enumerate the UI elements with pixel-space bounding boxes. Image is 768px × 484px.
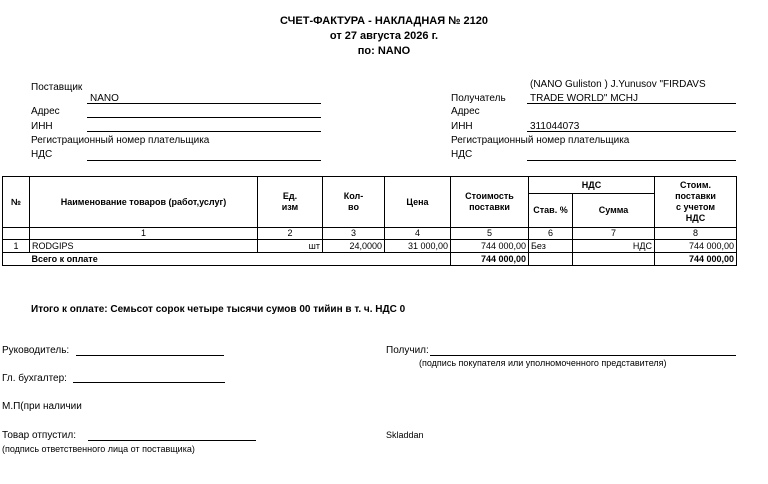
row-vat-rate: Без [529,240,573,253]
director-sign-line[interactable] [76,355,224,356]
recipient-inn-line [527,131,736,132]
supplier-address-line [87,117,321,118]
col-number: 2 [258,228,323,240]
received-label: Получил: [386,345,429,356]
col-number: 6 [529,228,573,240]
recipient-address-label: Адрес [451,106,480,117]
row-cost: 744 000,00 [451,240,529,253]
total-row [3,253,737,266]
total-label: Всего к оплате [30,253,451,266]
row-vat-sum: НДС [573,240,655,253]
recipient-label: Получатель [451,93,506,104]
col-number: 4 [385,228,451,240]
supplier-name-line [87,103,321,104]
row-unit: шт [258,240,323,253]
supplier-inn-label: ИНН [31,121,53,132]
accountant-sign-line[interactable] [73,382,225,383]
received-sign-line[interactable] [430,355,736,356]
recipient-inn: 311044073 [530,121,580,132]
stamp-label: М.П(при наличии [2,401,82,412]
col-header-total: Стоим. поставки с учетом НДС [655,177,737,228]
total-cost: 744 000,00 [451,253,529,266]
items-table [2,176,737,266]
recipient-name-line1: (NANO Guliston ) J.Yunusov "FIRDAVS [530,79,706,90]
col-header-num: № [3,177,30,228]
row-qty: 24,0000 [323,240,385,253]
recipient-vat-line [527,160,736,161]
received-note: (подпись покупателя или уполномоченного представителя) [419,358,667,368]
col-header-unit: Ед. изм [258,177,323,228]
recipient-vat-label: НДС [451,149,473,160]
supplier-reg-label: Регистрационный номер плательщика [31,135,210,146]
released-sign-line[interactable] [88,440,256,441]
director-label: Руководитель: [2,345,70,356]
supplier-address-label: Адрес [31,106,60,117]
col-number: 5 [451,228,529,240]
document-date: от 27 августа 2026 г. [329,30,439,42]
col-header-vat-rate: Став. % [529,194,573,228]
col-header-vat: НДС [529,177,655,194]
supplier-name: NANO [90,93,119,104]
recipient-name-line2: TRADE WORLD" MCHJ [530,93,638,104]
total-sum: 744 000,00 [655,253,737,266]
recipient-name-line [527,103,736,104]
supplier-inn-line [87,131,321,132]
col-number-row [3,228,737,240]
released-label: Товар отпустил: [2,430,76,441]
recipient-inn-label: ИНН [451,121,473,132]
row-num: 1 [3,240,30,253]
recipient-reg-label: Регистрационный номер плательщика [451,135,630,146]
col-number: 3 [323,228,385,240]
col-header-qty: Кол- во [323,177,385,228]
accountant-label: Гл. бухгалтер: [2,373,67,384]
row-name: RODGIPS [30,240,258,253]
row-price: 31 000,00 [385,240,451,253]
document-contract: по: NANO [357,45,411,57]
col-header-cost: Стоимость поставки [451,177,529,228]
supplier-vat-label: НДС [31,149,53,160]
row-total: 744 000,00 [655,240,737,253]
released-note: (подпись ответственного лица от поставщика) [2,444,195,454]
col-number: 7 [573,228,655,240]
document-title: СЧЕТ-ФАКТУРА - НАКЛАДНАЯ № 2120 [280,15,488,27]
table-row [3,240,737,253]
col-number: 1 [30,228,258,240]
supplier-vat-line [87,160,321,161]
col-header-vat-sum: Сумма [573,194,655,228]
col-header-name: Наименование товаров (работ,услуг) [30,177,258,228]
warehouse-label: Skladdan [386,430,424,440]
total-in-words: Итого к оплате: Семьсот сорок четыре тысячи сумов 00 тийин в т. ч. НДС 0 [31,304,406,315]
supplier-label: Поставщик [31,82,83,93]
col-header-price: Цена [385,177,451,228]
col-number: 8 [655,228,737,240]
